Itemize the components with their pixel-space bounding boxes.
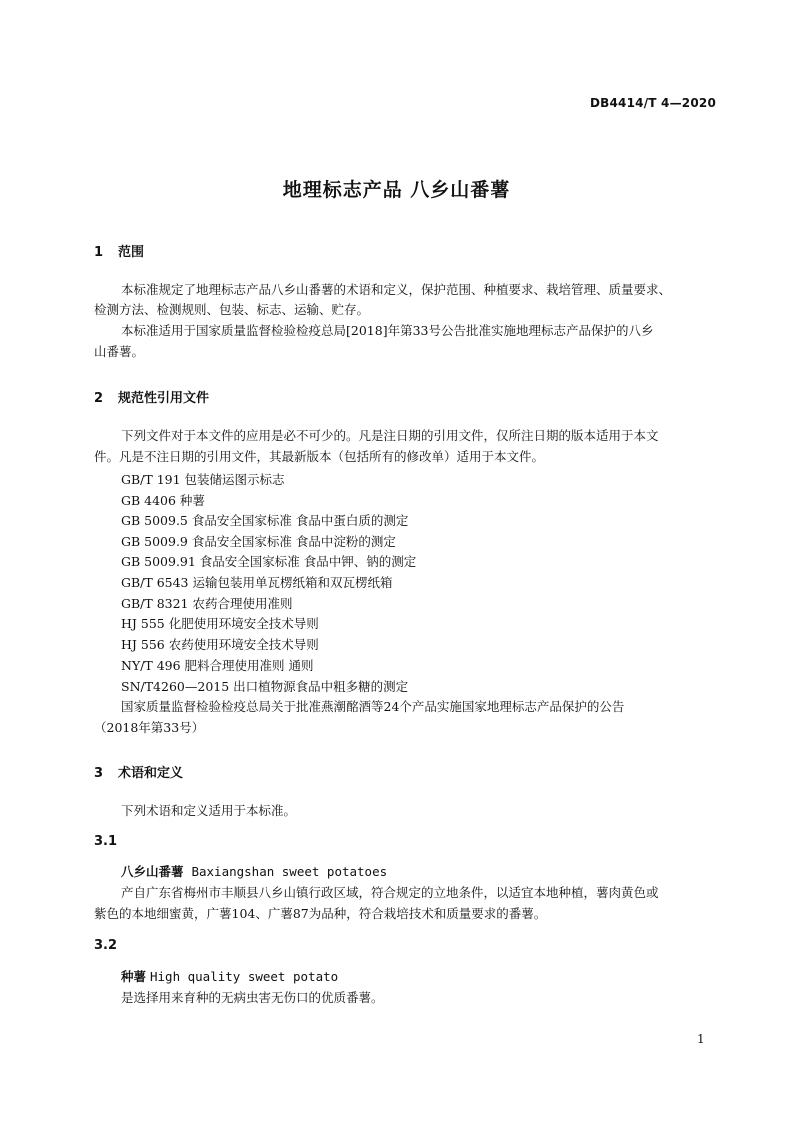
paragraph-line: 下列术语和定义适用于本标准。: [121, 803, 297, 818]
definition-term: [121, 862, 387, 883]
reference-item: GB 5009.9 食品安全国家标准 食品中淀粉的测定: [121, 534, 396, 549]
paragraph-line: 紫色的本地细蜜黄，广薯104、广薯87为品种，符合栽培技术和质量要求的番薯。: [94, 906, 547, 921]
section-title: 规范性引用文件: [118, 391, 210, 406]
paragraph-line: 本标准规定了地理标志产品八乡山番薯的术语和定义，保护范围、种植要求、栽培管理、质量要求、: [121, 282, 672, 297]
section-title: 术语和定义: [118, 766, 184, 781]
reference-item: GB 5009.5 食品安全国家标准 食品中蛋白质的测定: [121, 513, 409, 528]
paragraph-line: 是选择用来育种的无病虫害无伤口的优质番薯。: [121, 990, 384, 1005]
section-2-heading: [94, 387, 209, 406]
reference-item: GB/T 191 包装储运图示标志: [121, 472, 285, 487]
paragraph-line: 国家质量监督检验检疫总局关于批准燕潮酩酒等24个产品实施国家地理标志产品保护的公告: [121, 699, 625, 714]
page-number: 1: [697, 1032, 705, 1046]
reference-item: SN/T4260—2015 出口植物源食品中粗多糖的测定: [121, 679, 409, 694]
term-chinese: 种薯: [121, 969, 147, 984]
reference-item: GB/T 8321 农药合理使用准则: [121, 596, 293, 611]
definition-number: 3.1: [94, 834, 118, 849]
term-english: High quality sweet potato: [150, 969, 339, 984]
section-number: 1: [94, 245, 104, 260]
document-code: DB4414/T 4—2020: [590, 96, 716, 110]
term-chinese: 八乡山番薯: [121, 864, 184, 879]
definition-term: [121, 967, 338, 988]
paragraph-line: 山番薯。: [94, 344, 145, 359]
paragraph-line: 产自广东省梅州市丰顺县八乡山镇行政区域，符合规定的立地条件，以适宜本地种植，薯肉黄色或: [121, 885, 659, 900]
reference-item: GB 5009.91 食品安全国家标准 食品中钾、钠的测定: [121, 554, 417, 569]
section-number: 2: [94, 391, 104, 406]
paragraph-line: （2018年第33号）: [94, 720, 205, 735]
reference-item: GB 4406 种薯: [121, 493, 205, 508]
section-3-heading: [94, 762, 183, 781]
reference-item: NY/T 496 肥料合理使用准则 通则: [121, 658, 314, 673]
section-title: 范围: [118, 245, 145, 260]
section-number: 3: [94, 766, 104, 781]
section-1-heading: [94, 241, 144, 260]
definition-number: 3.2: [94, 938, 118, 953]
paragraph-line: 本标准适用于国家质量监督检验检疫总局[2018]年第33号公告批准实施地理标志产品保护的八乡: [121, 323, 654, 338]
paragraph-line: 件。凡是不注日期的引用文件，其最新版本（包括所有的修改单）适用于本文件。: [94, 449, 545, 464]
paragraph-line: 检测方法、检测规则、包装、标志、运输、贮存。: [94, 302, 370, 317]
term-english: Baxiangshan sweet potatoes: [191, 864, 388, 879]
reference-item: HJ 555 化肥使用环境安全技术导则: [121, 616, 319, 631]
reference-item: HJ 556 农药使用环境安全技术导则: [121, 637, 319, 652]
paragraph-line: 下列文件对于本文件的应用是必不可少的。凡是注日期的引用文件，仅所注日期的版本适用于本文: [121, 428, 659, 443]
document-title: 地理标志产品 八乡山番薯: [282, 179, 511, 201]
reference-item: GB/T 6543 运输包装用单瓦楞纸箱和双瓦楞纸箱: [121, 575, 393, 590]
